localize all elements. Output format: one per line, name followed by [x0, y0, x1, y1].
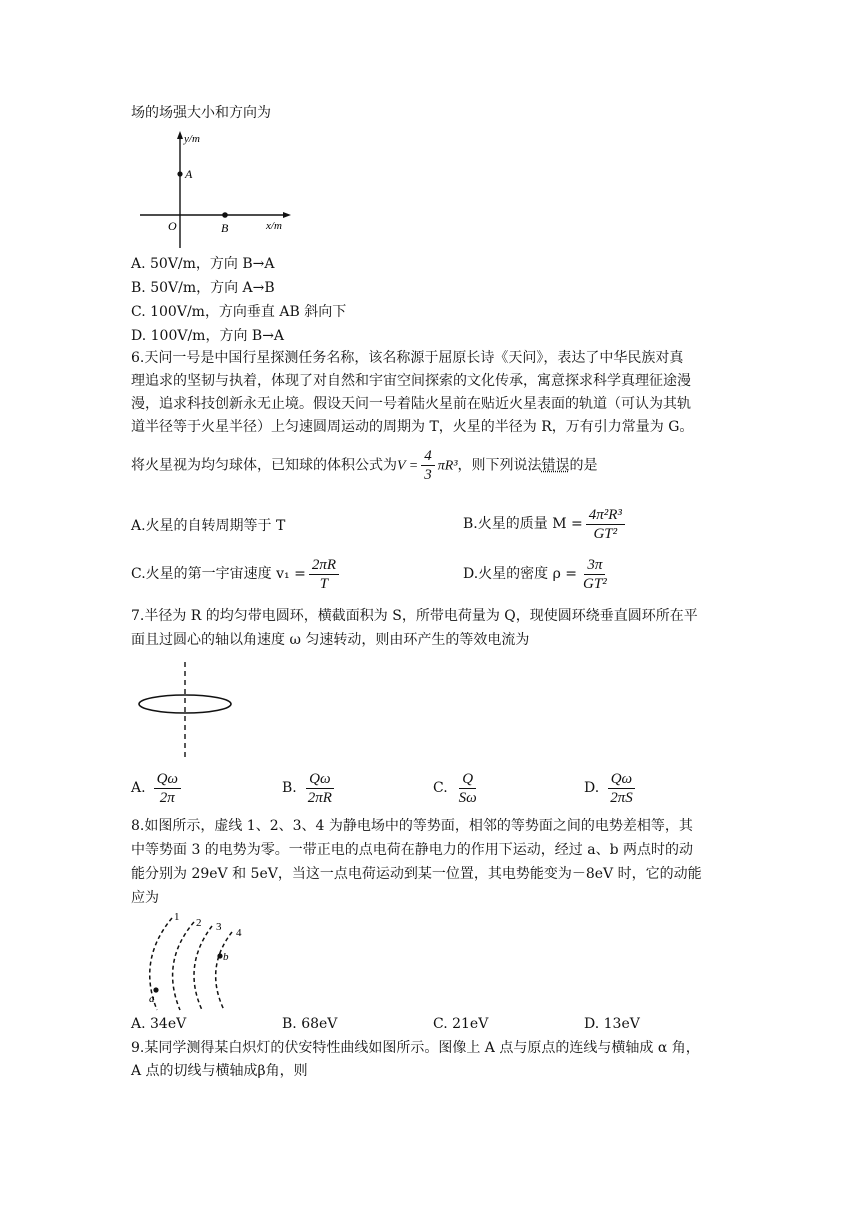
q5-point-b-label: B [221, 221, 229, 235]
q6-line-5-post: ，则下列说法 [457, 457, 542, 474]
q6-option-b-den: GT² [593, 525, 618, 542]
q6-option-c-den: T [319, 575, 329, 592]
q5-axes-figure [138, 128, 298, 252]
q5-option-a: A. 50V/m，方向 B→A [131, 256, 275, 272]
q5-option-c: C. 100V/m，方向垂直 AB 斜向下 [131, 304, 347, 320]
q8-point-a-label: a [149, 993, 155, 1005]
q8-option-c: C. 21eV [433, 1016, 489, 1032]
q6-option-b-pre: B.火星的质量 M = [463, 516, 583, 532]
q7-option-c-letter: C. [433, 780, 448, 796]
q6-option-c-num: 2πR [309, 556, 339, 575]
q6-line-4: 道半径等于火星半径）上匀速圆周运动的周期为 T，火星的半径为 R，万有引力常量为 G。 [131, 419, 694, 435]
q6-option-c-pre: C.火星的第一宇宙速度 v₁ = [131, 566, 306, 582]
q8-option-b: B. 68eV [282, 1016, 338, 1032]
q7-option-c-den: Sω [458, 789, 477, 806]
q8-option-a: A. 34eV [131, 1016, 187, 1032]
q8-label-4: 4 [236, 927, 242, 939]
q6-line-5-end: 的是 [569, 457, 598, 474]
q6-formula-fraction [421, 447, 435, 484]
q5-option-d: D. 100V/m，方向 B→A [131, 328, 285, 344]
q7-option-a-letter: A. [131, 780, 146, 796]
q8-equipotential-figure [132, 910, 260, 1014]
q8-line-4: 应为 [131, 890, 159, 906]
q6-option-b-num: 4π²R³ [586, 506, 625, 525]
q7-line-2: 面且过圆心的轴以角速度 ω 匀速转动，则由环产生的等效电流为 [131, 632, 530, 648]
q8-option-d: D. 13eV [584, 1016, 640, 1032]
q6-line-1: 6.天问一号是中国行星探测任务名称，该名称源于屈原长诗《天问》，表达了中华民族对真 [131, 350, 684, 366]
q7-option-c-fraction [456, 770, 480, 807]
q7-option-b-fraction [305, 770, 335, 807]
q6-formula-v: V = [397, 458, 419, 474]
q7-option-c-num: Q [459, 770, 476, 789]
q7-option-d-letter: D. [584, 780, 600, 796]
q6-option-d-num: 3π [584, 556, 605, 575]
q7-option-d-num: Qω [608, 770, 635, 789]
q6-line-5 [131, 447, 598, 484]
q7-option-a [131, 766, 184, 810]
q7-option-d-fraction [607, 770, 636, 807]
q7-option-b-den: 2πR [307, 789, 332, 806]
q7-option-a-fraction [154, 770, 181, 807]
q6-option-b-fraction [586, 506, 625, 543]
q6-line-3: 漫，追求科技创新永无止境。假设天问一号着陆火星前在贴近火星表面的轨道（可认为其轨 [131, 396, 691, 412]
q6-option-b [463, 504, 628, 544]
q7-option-b-num: Qω [306, 770, 333, 789]
q7-option-c [433, 766, 483, 810]
q5-point-a-label: A [185, 167, 193, 181]
q6-emphasis: 错误 [541, 457, 570, 474]
q9-line-1: 9.某同学测得某白炽灯的伏安特性曲线如图所示。图像上 A 点与原点的连线与横轴成 α 角， [131, 1040, 700, 1056]
q8-line-2: 中等势面 3 的电势为零。一带正电的点电荷在静电力的作用下运动，经过 a、b 两点时的动 [131, 842, 694, 858]
q7-option-d [584, 766, 639, 810]
q7-line-1: 7.半径为 R 的均匀带电圆环，横截面积为 S，所带电荷量为 Q，现使圆环绕垂直圆环所在平 [131, 608, 698, 624]
q7-option-a-den: 2π [159, 789, 175, 806]
q8-line-1: 8.如图所示，虚线 1、2、3、4 为静电场中的等势面，相邻的等势面之间的电势差相等，其 [131, 818, 693, 834]
q7-option-b-letter: B. [282, 780, 297, 796]
q8-label-3: 3 [216, 921, 222, 933]
q5-y-axis-label: y/m [184, 133, 200, 145]
q6-formula-rest: πR³ [437, 458, 458, 474]
q6-option-c [131, 554, 342, 594]
q6-option-d-pre: D.火星的密度 ρ = [463, 566, 578, 582]
q8-line-3: 能分别为 29eV 和 5eV，当这一点电荷运动到某一位置，其电势能变为－8eV 时，它的动能 [131, 866, 702, 882]
q8-point-b-label: b [223, 951, 229, 963]
q6-line-5-pre: 将火星视为均匀球体，已知球的体积公式为 [131, 457, 397, 474]
q7-option-b [282, 766, 338, 810]
q5-stem-tail: 场的场强大小和方向为 [131, 105, 271, 121]
q6-option-a: A.火星的自转周期等于 T [131, 518, 286, 534]
q5-origin-label: O [168, 219, 177, 233]
q6-option-d-den: GT² [583, 575, 607, 592]
q6-option-d-fraction [580, 556, 610, 593]
q9-line-2: A 点的切线与横轴成β角，则 [131, 1063, 308, 1079]
q6-formula-num: 4 [421, 447, 435, 466]
q6-option-d [463, 554, 613, 594]
q7-option-d-den: 2πS [610, 789, 633, 806]
q6-line-2: 理追求的坚韧与执着，体现了对自然和宇宙空间探索的文化传承，寓意探求科学真理征途漫 [131, 373, 691, 389]
q8-label-1: 1 [174, 911, 180, 923]
q6-option-c-fraction [309, 556, 339, 593]
q7-ring-figure [130, 660, 240, 760]
q5-x-axis-label: x/m [266, 220, 282, 232]
q5-option-b: B. 50V/m，方向 A→B [131, 280, 275, 296]
q6-formula-den: 3 [424, 467, 432, 483]
q8-label-2: 2 [196, 917, 202, 929]
q7-option-a-num: Qω [154, 770, 181, 789]
